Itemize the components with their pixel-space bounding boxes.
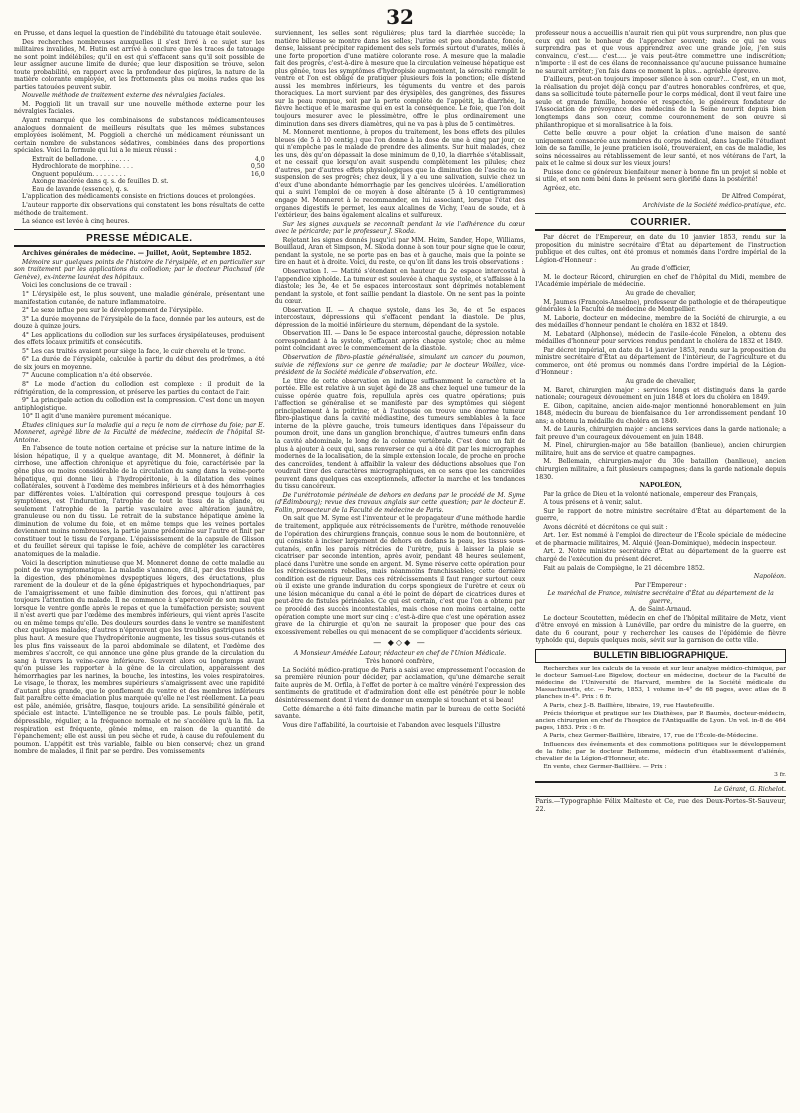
paragraph: M. Poggioli lit un travail sur une nouvelle méthode externe pour les névralgies faciales.	[14, 100, 265, 116]
paragraph: Le titre de cette observation en indique suffisamment le caractère et la portée. Elle est relative à un sujet âgé de 28 ans chez lequel une tumeur de la cuisse opérée quatre fois, repullula après ces quatre opérations; puis l'affection se généralise et se manifeste par des symptômes qui siégent principalement à la poitrine; et à l'autopsie on trouve une énorme tumeur fibro-plastique dans la cavité médiastine, des tumeurs semblables à la face interne de la plèvre gauche, trois tumeurs identiques dans l'épaisseur du poumon droit, une dans un ganglion bronchique, d'autres tumeurs enfin dans la cavité abdominale, le long de la colonne vertébrale. C'est donc un fait de plus à ajouter à ceux qui, sans renverser ce qui a été dit par les micrographes modernes de la localisation, de la simple extension locale, de proche en proche des cancroïdes, tendent à affaiblir la valeur des déductions absolues que l'on voudrait tirer des caractères micrographiques, en ce sens que les cancroïdes peuvent dans quelques cas exceptionnels, affecter la marche et les tendances du tissu cancéreux.	[274, 377, 526, 491]
paragraph: D'ailleurs, peut-on toujours imposer silence à son cœur?... C'est, en un mot, la réalisation du projet déjà conçu par d'autres honorables confrères, et que, dans sa sollicitude toute paternelle pour le corps médical, dont il veut faire une seule et grande famille, honorée et respectée, le généreux fondateur de l'Association de prévoyance des médecins de la Seine nourrit depuis bien longtemps dans son cœur, comme couronnement de son œuvre si philanthropique et si moralisatrice à la fois.	[535, 76, 787, 129]
ornament-divider: — ◆◇◆ —	[373, 638, 427, 648]
grade-heading: Au grade de chevalier,	[625, 289, 696, 297]
signature: Napoléon.	[753, 573, 787, 581]
column-1	[14, 30, 265, 1090]
article-heading: Mémoire sur quelques points de l'histoire de l'érysipèle, et en particulier sur son traitement par les applications du collodion; par le docteur Piachaud (de Genève), ex-interne lauréat des hôpitaux.	[14, 258, 265, 281]
columns	[14, 30, 786, 1090]
paragraph: L'application des médicaments consiste en frictions douces et prolongées.	[22, 193, 256, 201]
bib-publisher: A Paris, chez J.-B. Baillière, libraire, 19, rue Hautefeuille.	[543, 702, 715, 709]
bib-price: 3 fr.	[774, 772, 787, 779]
paragraph: Le maréchal de France, ministre secrétaire d'État au département de la guerre,	[547, 590, 774, 605]
paragraph: A tous présens et à venir, salut.	[543, 499, 643, 507]
list-item: 6° La durée de l'érysipèle, calculée à partir du début des prodrômes, a été de six jours en moyenne.	[14, 356, 265, 371]
paragraph: M. Jaumes (François-Anselme), professeur de pathologie et de thérapeutique générales à la Faculté de médecine de Montpellier.	[535, 298, 787, 314]
paragraph: La Société médico-pratique de Paris a saisi avec empressement l'occasion de sa première réunion pour décider, par acclamation, qu'une démarche serait faite auprès de M. Orfila, à l'effet de porter à ce maître vénéré l'expression des sentiments de gratitude et d'admiration dont elle est pénétrée pour le noble désintéressement dont il vient de donner un exemple si touchant et si beau!	[274, 666, 526, 705]
paragraph: M. Monneret mentionne, à propos du traitement, les bons effets des pilules bleues (de 5 à 10 centig.) que l'on donne à la dose de une à cinq par jour, ce qui n'empêche pas le malade de prendre des aliments. Sur huit malades, chez les uns, dès qu'on dépassait la dose minimum de 0,10, la diarrhée s'établissait, et ne cessait que lorsqu'on avait suspendu complètement les pilules; chez d'autres, par d'autres effets physiologiques que la diminution de l'ascite ou la suspension de ses progrès; chez deux, il y a eu une salivation, suivie chez un d'eux d'une abondante hémorrhagie par les gencives ulcérées. L'amélioration qui a suivi l'emploi de ce moyen à dose altérante (5 à 10 centigrammes) engage M. Monneret à le recommander, en lui associant, lorsque l'état des organes digestifs le permet, les eaux alcalines de Vichy, l'eau de soude, et à l'extérieur, des bains également alcalins et sulfureux.	[274, 129, 526, 220]
paragraph: Art. 1er. Est nommé à l'emploi de directeur de l'École spéciale de médecine et de pharmacie militaires, M. Alquié (Jean-Dominique), médecin inspecteur.	[535, 532, 787, 547]
column-3	[535, 30, 786, 1090]
paragraph: Le docteur Scoutetten, médecin en chef de l'hôpital militaire de Metz, vient d'être envoyé en mission à Lunéville, par ordre du ministre de la guerre, en date du 6 courant, pour y rechercher les causes de l'épidémie de fièvre typhoïde qui, depuis quelques mois, sévit sur la garnison de cette ville.	[535, 614, 787, 645]
paragraph: M. Pinel, chirurgien-major au 58e bataillon (banlieue), ancien chirurgien militaire, huit ans de service et quatre campagnes.	[535, 442, 787, 457]
paragraph: Par décret impérial, en date du 14 janvier 1853, rendu sur la proposition du ministre secrétaire d'État au département de l'intérieur, de l'agriculture et du commerce, ont été promus ou nommés dans l'ordre impérial de la Légion-d'Honneur :	[535, 346, 787, 377]
paragraph: Cette belle œuvre a pour objet la création d'une maison de santé uniquement consacrée aux membres du corps médical, dans laquelle l'étudiant loin de sa famille, le jeune praticien isolé, trouveraient, en cas de maladie, les soins nécessaires au rétablissement de leur santé, et nos vétérans de l'art, la paix et le calme si doux sur les vieux jours!	[535, 130, 787, 168]
divider	[535, 229, 786, 231]
paragraph: Des recherches nombreuses auxquelles il s'est livré à ce sujet sur les militaires invalides, M. Hutin est arrivé à conclure que les traces de tatouage ne sont point indélébiles; qu'il en est qui s'effacent sans qu'il soit possible de leur assigner aucune limite de durée; que leur disposition se trouve, selon toute probabilité, en rapport avec la profondeur des piqûres, la nature de la matière colorante employée, et les frottements plus ou moins rudes que les parties tatouées peuvent subir.	[14, 38, 265, 91]
article-heading: De l'urétrotomie périnéale de dehors en dedans par le procédé de M. Syme (d'Édimbourg); revue des travaux anglais sur cette question; par le docteur E. Follin, prosecteur de la Faculté de médecine de Paris.	[274, 491, 526, 514]
formula-quantity: 0,50	[250, 163, 265, 171]
bib-entry: Influences des événements et des commotions politiques sur le développement de la folie; par le docteur Belhomme, médecin d'un établissement d'aliénés, chevalier de la Légion-d'Honneur, etc.	[535, 741, 787, 762]
paragraph: Agréez, etc.	[543, 184, 581, 192]
paragraph: M. le docteur Récord, chirurgien en chef de l'hôpital du Midi, membre de l'Académie impériale de médecine.	[535, 273, 787, 289]
paragraph: Sur le rapport de notre ministre secrétaire d'État au département de la guerre,	[535, 507, 787, 523]
bib-publisher: En vente, chez Germer-Baillière. — Prix :	[543, 764, 667, 771]
paragraph: En l'absence de toute notion certaine et précise sur la nature intime de la lésion hépatique, il y a quelque avantage, dit M. Monneret, à définir la cirrhose, une affection chronique et apyrétique du foie, caractérisée par la gêne plus ou moins considérable de la circulation du sang dans la veine-porte hépatique, qui donne lieu à l'hydropéritonie, à la dilatation des veines collatérales, souvent à l'œdème des membres inférieurs et à des hémorrhagies par différentes voies. L'altération qui correspond presque toujours à ces symptômes, est l'induration, l'atrophie de tout le tissu de la glande, ou seulement l'atrophie de la partie vasculaire avec altération jaunâtre, granuleuse ou non du tissu. Le retrait de la substance hépatique amène la diminution de volume du foie, et en même temps que les veines portales deviennent moins nombreuses, la partie jaune prédomine sur l'autre et finit par constituer tout le tissu de l'organe. L'épaississement de la capsule de Glisson et du feuillet séreux qui tapisse le foie, achève de compléter les caractères anatomiques de la maladie.	[14, 445, 265, 558]
formula-quantity: 16,0	[250, 170, 265, 178]
observation: Observation II. — A chaque systole, dans les 3e, 4e et 5e espaces intercostaux, dépressions qui s'effacent pendant la diastole. De plus, dépression de la moitié inférieure du sternum, dépendant de la systole.	[274, 306, 526, 329]
list-item: 4° Les applications du collodion sur les surfaces érysipélateuses, produisent des effets locaux primitifs et consécutifs.	[14, 331, 265, 347]
paragraph: On sait que M. Syme est l'inventeur et le propagateur d'une méthode hardie de traitement, appliquée aux rétrécissements de l'urètre, méthode renouvelée de l'opération des chirurgiens français, connue sous le nom de boutonnière, et qui consiste à inciser largement de dehors en dedans la peau, les tissus sous-cutanés, enfin les parois rétrécies de l'urètre, puis à laisser la plaie se cicatriser par seconde intention, après avoir, pendant 48 heures seulement, placé dans l'urètre une sonde en argent. M. Syme réserve cette opération pour les rétrécissements rebelles, mais néanmoins franchissables; cette dernière condition est de rigueur. Dans ces rétrécissements il faut ranger surtout ceux où il existe une grande induration du corps spongieux de l'urètre et ceux où une lésion mécanique du canal a été le point de départ de cicatrices dures et peut-être de fistules périnéales. Ce qui est certain, c'est que l'on a obtenu par ce procédé des succès incontestables, mais chose non moins certaine, cette opération compte une mort sur cinq : c'est-à-dire que c'est une opération assez grave de la chirurgie et qu'on ne saurait la proposer que pour des cas excessivement rebelles ou qui menacent de se compliquer d'accidents sérieux.	[274, 515, 526, 636]
article-heading: Études cliniques sur la maladie qui a reçu le nom de cirrhose du foie; par E. Monneret, agrégé libre de la Faculté de médecine, médecin de l'hôpital St-Antoine.	[14, 421, 265, 444]
paragraph: surviennent, les selles sont régulières; plus tard la diarrhée succède; la matière bilieuse se montre dans les selles; l'urine est peu abondante, foncée, dense, laissant précipiter rapidement des sels formés surtout d'urates, mêlés à une forte proportion d'une matière colorante rose. A mesure que la maladie fait des progrès, c'est-à-dire à mesure que la circulation veineuse hépatique est plus gênée, tous les symptômes d'hydropisie augmentent, la sérosité remplit le ventre et l'on est obligé de pratiquer plusieurs fois la ponction; elle distend aussi les membres inférieurs, les téguments du ventre et des parois thoraciques. La mort survient par des érysipèles, des gangrènes, des fissures sur la peau rompue, soit par la perte complète de l'appétit, la diarrhée, la fièvre hectique et le marasme qui en est la conséquence. Le foie, que l'on doit toujours mesurer avec le plessimètre, offre le plus ordinairement une diminution dans ses divers diamètres, qui ne va pas à plus de 5 centimètres.	[274, 30, 526, 128]
printer-imprint: Paris.—Typographie Félix Malteste et Ce, rue des Deux-Portes-St-Sauveur, 22.	[535, 797, 787, 813]
list-item: 9° La principale action du collodion est la compression. C'est donc un moyen antiphlogistique.	[14, 397, 265, 412]
list-item: 1° L'érysipèle est, le plus souvent, une maladie générale, présentant une manifestation cutanée, de nature inflammatoire.	[14, 290, 265, 306]
letter-salutation: Très honoré confrère,	[365, 658, 435, 666]
decree-heading: NAPOLÉON,	[639, 482, 682, 490]
paragraph: Cette démarche a été faite dimanche matin par le bureau de cette Société savante.	[274, 705, 526, 721]
section-title-bulletin: BULLETIN BIBLIOGRAPHIQUE.	[535, 649, 786, 663]
paragraph: Vous dire l'affabilité, la courtoisie et l'abandon avec lesquels l'illustre	[282, 721, 501, 729]
paragraph: Par l'Empereur :	[634, 581, 687, 589]
paragraph: en Prusse, et dans lequel la question de l'indébilité du tatouage était soulevée.	[14, 30, 262, 37]
paragraph: Rejetant les signes donnés jusqu'ici par MM. Heim, Sander, Hope, Williams, Bouillaud, Aran et Simpson, M. Skoda donne à son tour pour signe que le cœur, pendant la systole, ne se porte pas en bas et à gauche, mais que la pointe se tire en haut et à droite. Voici, du reste, ce qu'on lit dans les trois observations :	[274, 236, 526, 267]
paragraph: M. de Laurès, chirurgien major : anciens services dans la garde nationale; a fait preuve d'un courageux dévouement en juin 1848.	[535, 426, 787, 441]
observation: Observation I. — Matité s'étendant en hauteur du 2e espace intercostal à l'appendice xiphoïde. La tumeur est soulevée à chaque systole, et s'affaisse à la diastole; les 3e, 4e et 5e espaces intercostaux sont déprimés notablement pendant la systole, et font saillie pendant la diastole. On ne sent pas la pointe du cœur.	[274, 267, 526, 306]
list-item: 10° Il agit d'une manière purement mécanique.	[22, 413, 172, 421]
bibliography	[535, 666, 786, 780]
paragraph: Ayant remarqué que les combinaisons de substances médicamenteuses analogues donnaient de meilleurs résultats que les mêmes substances employées isolément, M. Poggioli a cherché un médicament réunissant un certain nombre de substances sédatives, combinées dans des proportions spéciales. Voici la formule qui lui a le mieux réussi :	[14, 117, 265, 155]
paragraph: professeur nous a accueillis n'aurait rien qui pût vous surprendre, non plus que ceux qui ont le bonheur de l'approcher souvent; mais ce qui ne vous surprendra pas et que vous apprendrez avec une grande joie, j'en suis convaincu, c'est..... c'est..... je vais peut-être commettre une indiscrétion; n'importe : il est de ces élans de reconnaissance qu'aucune puissance humaine ne saurait arrêter; j'en fais dans ce moment la plus... agréable épreuve.	[535, 30, 787, 75]
formula-ingredient: Hydrochlorate de morphine. . . .	[32, 163, 133, 171]
grade-heading: Au grade d'officier,	[630, 265, 691, 273]
article-heading: Sur les signes auxquels se reconnaît pendant la vie l'adhérence du cœur avec le péricarde; par le professeur J. Skoda.	[274, 220, 526, 236]
section-title-presse: PRESSE MÉDICALE.	[86, 232, 193, 244]
signature-title: Archiviste de la Société médico-pratique, etc.	[643, 202, 787, 210]
paragraph: M. Baret, chirurgien major : services longs et distingués dans la garde nationale; courageux dévouement en juin 1848 et lors du choléra en 1849.	[535, 386, 787, 402]
page-number: 32	[386, 5, 414, 29]
bib-publisher: A Paris, chez Germer-Baillière, libraire, 17, rue de l'École-de-Médecine.	[543, 733, 759, 740]
paragraph: La séance est levée à cinq heures.	[22, 218, 130, 226]
bib-entry: Recherches sur les calculs de la vessie et sur leur analyse médico-chimique, par le docteur Samuel-Lee Bigelow, docteur en médecine, docteur de la Faculté de médecine de l'Université de Harvard, membre de la Société médicale du Massachusetts, etc. — Paris, 1853, 1 volume in-4° de 68 pages, avec atlas de 8 planches in-4°. Prix : 6 fr.	[535, 665, 787, 701]
observation: Observation III. — Dans le 5e espace intercostal gauche, dépression notable correspondant à la systole, s'effaçant après chaque systole; choc au même point coïncidant avec le commencement de la diastole.	[274, 330, 526, 353]
formula-ingredient: Axonge macérée dans q. s. de feuilles D. st.	[32, 178, 169, 186]
list-item: 2° Le sexe influe peu sur le développement de l'érysipèle.	[22, 307, 204, 315]
paragraph: E. Gibon, capitaine, ancien aide-major mentionné honorablement en juin 1848, médecin du bureau de bienfaisance du 1er arrondissement pendant 10 ans; a obtenu la médaille du choléra en 1849.	[535, 402, 787, 425]
list-item: 5° Les cas traités avaient pour siège la face, le cuir chevelu et le tronc.	[22, 347, 246, 355]
paragraph: Par la grâce de Dieu et la volonté nationale, empereur des Français,	[543, 490, 758, 498]
divider	[14, 229, 265, 230]
divider	[535, 781, 786, 783]
paragraph: Art. 2. Notre ministre secrétaire d'État au département de la guerre est chargé de l'exécution du présent décret.	[535, 548, 787, 563]
prescription-formula	[14, 156, 265, 194]
journal-heading: Archives générales de médecine. — Juillet, Août, Septembre 1852.	[22, 250, 252, 258]
divider	[535, 213, 786, 214]
paragraph: Avons décrété et décrétons ce qui suit :	[543, 523, 668, 531]
formula-ingredient: Onguent populéum. . . . . . . . .	[32, 170, 126, 178]
paragraph: Puisse donc ce généreux bienfaiteur mener à bonne fin un projet si noble et si utile, et son nom béni dans le présent sera glorifié dans la postérité!	[535, 168, 787, 184]
article-heading: Observation de fibro-plastie généralisée, simulant un cancer du poumon, suivie de réflexions sur ce genre de maladie; par le docteur Woillez, vice-président de la Société médicale d'observation, etc.	[274, 353, 526, 377]
paragraph: M. Lebatard (Alphonse), médecin de l'asile-école Fénelon, a obtenu des médailles d'honneur pour services rendus pendant le choléra de 1832 et 1849.	[535, 330, 787, 346]
grade-heading: Au grade de chevalier,	[625, 377, 696, 385]
signature: A. de Saint-Arnaud.	[629, 606, 692, 614]
paragraph: M. Laborie, docteur en médecine, membre de la Société de chirurgie, a eu des médailles d'honneur pendant le choléra en 1832 et 1849.	[535, 314, 787, 330]
section-title-courrier: COURRIER.	[630, 216, 691, 228]
list-item: 3° La durée moyenne de l'érysipèle de la face, donnée par les auteurs, est de douze à quinze jours.	[14, 315, 265, 331]
bib-entry: Précis théorique et pratique sur les Diathèses, par P. Baumès, docteur-médecin, ancien chirurgien en chef de l'hospice de l'Antiquaille de Lyon. Un vol. in-8 de 464 pages, 1853. Prix : 6 fr.	[535, 710, 787, 732]
list-item: 7° Aucune complication n'a été observée.	[22, 372, 153, 380]
gerant-signature: Le Gérant, G. Richelot.	[714, 785, 787, 793]
column-2	[275, 30, 526, 1090]
paragraph: Voici la description minutieuse que M. Monneret donne de cette maladie au point de vue symptomatique. La maladie s'annonce, dit-il, par des troubles de la digestion, des phénomènes dyspeptiques légers, des éructations, plus rarement de la douleur et de la gêne épigastriques et hypochondriaques, par de l'amaigrissement et une faible diminution des forces, qui n'attirent pas toujours l'attention du malade. Il ne commence à s'apercevoir de son mal que lorsque le ventre gonfle après le repas et que la tuméfaction persiste; souvent il n'est averti que par l'œdème des membres inférieurs, qui vient après l'ascite ou en même temps qu'elle. Des douleurs sourdes dans le ventre se manifestent chez quelques malades; d'autres n'éprouvent que les troubles gastriques notés plus haut. A mesure que l'hydropéritonie augmente, les tissus sous-cutanés et les plus fins vaisseaux de la paroi abdominale se dilatent, et l'œdème des membres s'accroît, ce qui annonce une gêne plus grande de la circulation du sang à travers la veine-cave inférieure. Souvent alors ou longtemps avant qu'on puisse les rapporter à la gêne de la circulation, apparaissent des hémorrhagies par les narines, la bouche, les intestins, les voies respiratoires. Le visage, le thorax, les membres supérieurs s'amaigrissent avec une rapidité d'autant plus grande, que le gonflement du ventre et des membres inférieurs fait paraître cette émaciation plus marquée qu'elle ne l'est réellement. La peau est pâle, anémiée, grisâtre, flasque, toujours aride. La sensibilité générale et spéciale est intacte. L'intelligence ne se trouble pas. Le pouls faible, petit, dépressible, régulier, a la fréquence normale et ne s'accélère qu'à la fin. La respiration est fréquente, gênée même, en raison de la quantité de l'épanchement; elle est aussi un peu sèche et rude, à cause du refoulement du poumon. L'appétit est très variable, faible ou bien conservé; chez un grand nombre de malades, il finit par se perdre. Des vomissements	[14, 559, 265, 756]
divider	[14, 245, 265, 247]
paragraph: Voici les conclusions de ce travail :	[22, 282, 132, 290]
formula-ingredient: Eau de lavande (essence), q. s.	[32, 185, 129, 193]
signature: Dr Alfred Compérat,	[721, 193, 787, 201]
letter-address: A Monsieur Amédée Latour, rédacteur en chef de l'Union Médicale.	[293, 649, 507, 657]
formula-ingredient: Extrait de belladone. . . . . . . . .	[32, 155, 130, 163]
list-item: 8° Le mode d'action du collodion est complexe : il produit de la réfrigération, de la compression, et préserve les parties du contact de l'air.	[14, 380, 265, 396]
article-heading: Nouvelle méthode de traitement externe des névralgies faciales.	[22, 92, 226, 100]
paragraph: M. Bellemain, chirurgien-major du 30e bataillon (banlieue), ancien chirurgien militaire, a fait plusieurs campagnes; dans la garde nationale depuis 1830.	[535, 458, 787, 481]
paragraph: L'auteur rapporte dix observations qui constatent les bons résultats de cette méthode de traitement.	[14, 202, 265, 217]
paragraph: Fait au palais de Compiègne, le 21 décembre 1852.	[543, 564, 705, 572]
formula-quantity: 4,0	[254, 155, 265, 163]
paragraph: Par décret de l'Empereur, en date du 10 janvier 1853, rendu sur la proposition du ministre secrétaire d'État au département de l'instruction publique et des cultes, ont été promus et nommés dans l'ordre impérial de la Légion-d'Honneur :	[535, 234, 787, 264]
